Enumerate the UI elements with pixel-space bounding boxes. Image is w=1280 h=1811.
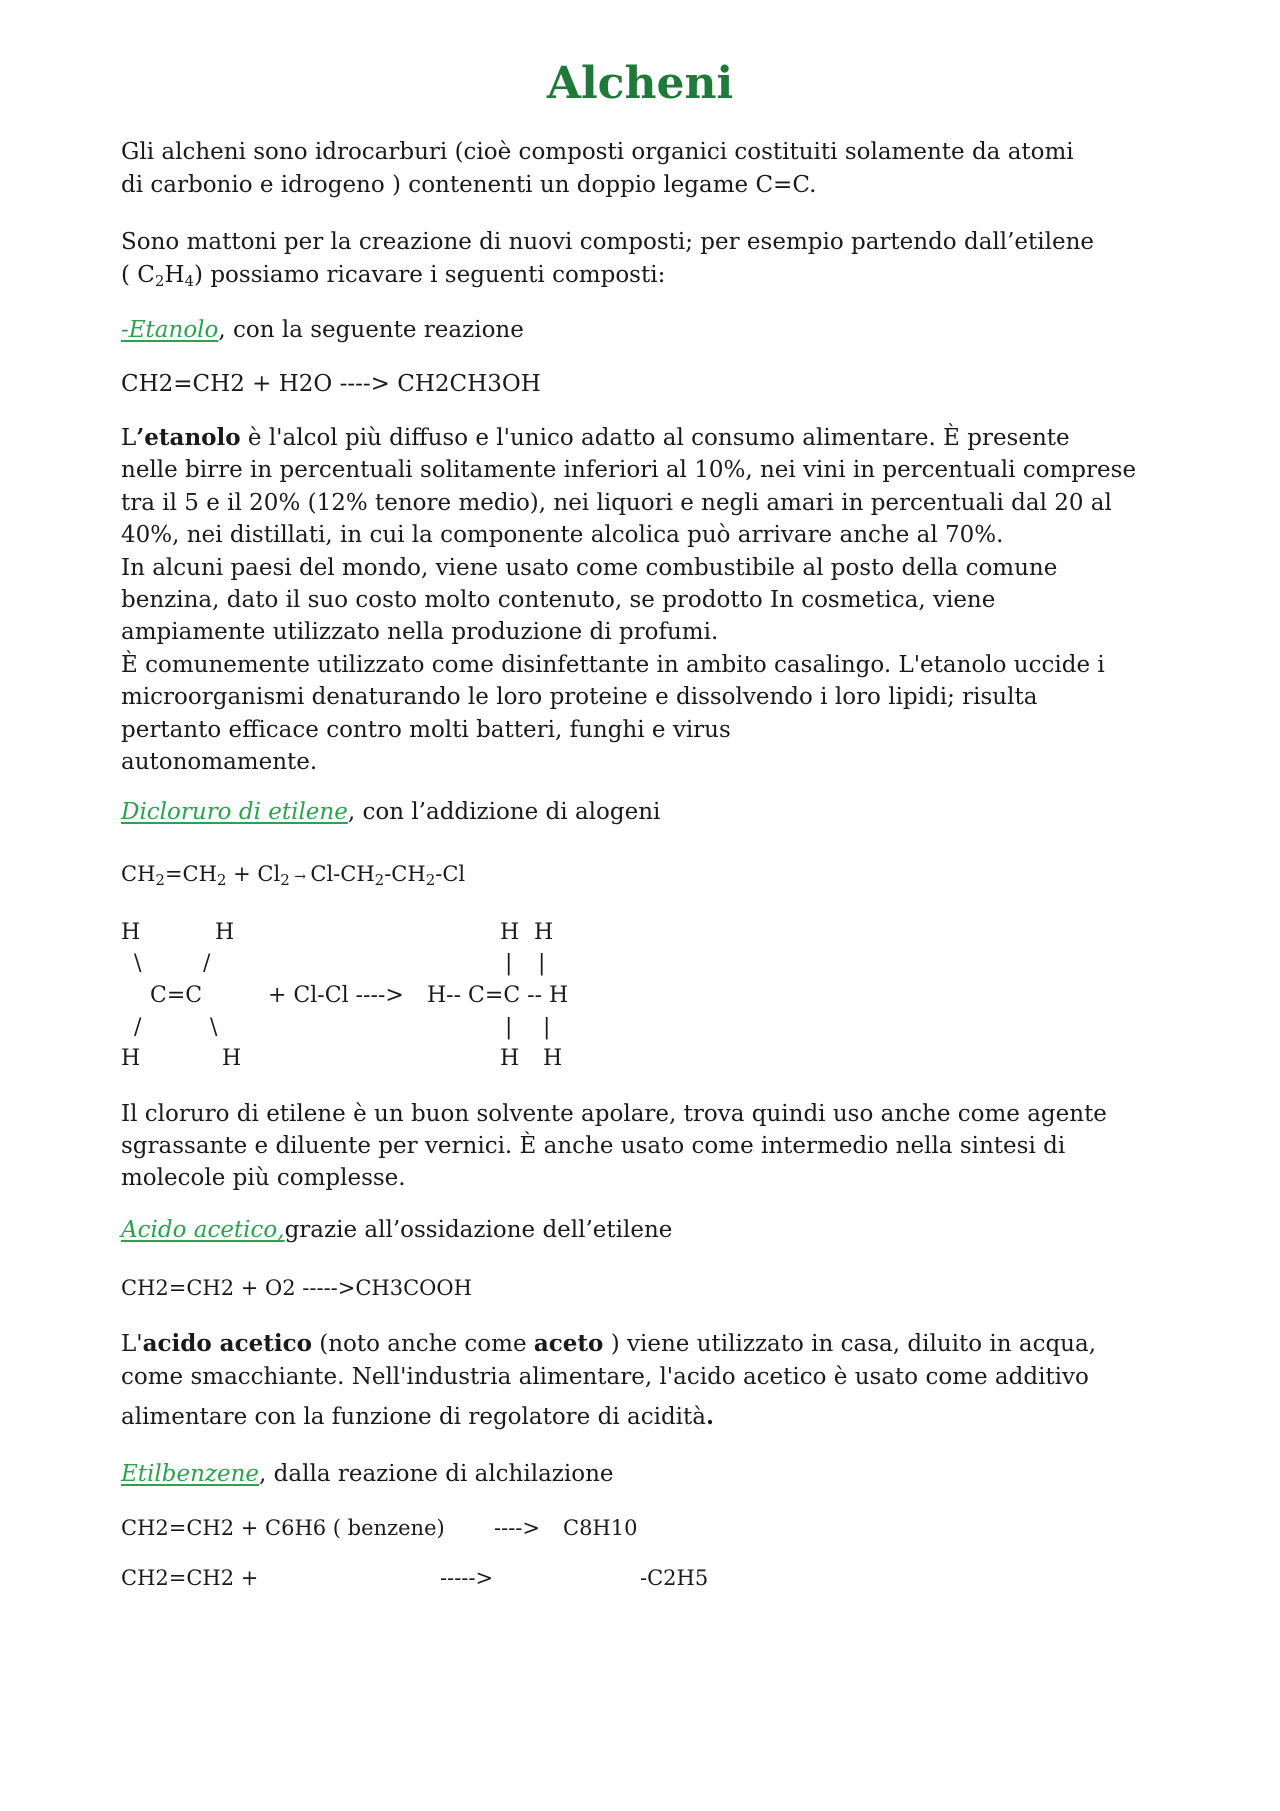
bond-backslash: \	[210, 1015, 218, 1040]
arrow: →	[289, 869, 311, 885]
reaction-arrow: ---->	[494, 1516, 540, 1540]
atom-h: H	[121, 1046, 141, 1071]
acido-reaction: CH2=CH2 + O2 ----->CH3COOH	[121, 1276, 472, 1300]
formula-part: ( C	[121, 262, 155, 288]
acido-line-3	[121, 1401, 1181, 1434]
bond-vertical: |	[505, 951, 513, 976]
dicloruro-line: Il cloruro di etilene è un buon solvente apolare, trova quindi uso anche come agente	[121, 1101, 1107, 1127]
etanolo-line: ampiamente utilizzato nella produzione di profumi.	[121, 619, 719, 646]
acido-period: .	[705, 1403, 714, 1430]
etanolo-line: È comunemente utilizzato come disinfettante in ambito casalingo. L'etanolo uccide i	[121, 651, 1105, 678]
etilbenzene-product: C8H10	[563, 1516, 638, 1540]
etilbenzene-link[interactable]: Etilbenzene	[121, 1461, 260, 1487]
dicloruro-line: sgrassante e diluente per vernici. È anche usato come intermedio nella sintesi di	[121, 1133, 1066, 1159]
acido-link[interactable]: Acido acetico,	[121, 1217, 285, 1243]
formula-part: Cl-CH	[310, 862, 375, 886]
etilbenzene-heading-text: , dalla reazione di alchilazione	[259, 1461, 614, 1487]
etilbenzene-reactants: CH2=CH2 + C6H6 ( benzene)	[121, 1516, 445, 1540]
etanolo-reaction: CH2=CH2 + H2O ----> CH2CH3OH	[121, 371, 541, 397]
formula-part: + Cl	[226, 862, 281, 886]
formula-part: -Cl	[435, 862, 466, 886]
atom-h: H	[215, 920, 235, 945]
formula-subscript: 2	[154, 272, 165, 290]
dicloruro-line: molecole più complesse.	[121, 1165, 406, 1191]
etilbenzene-heading	[121, 1458, 1181, 1491]
intro-paragraph	[121, 136, 1181, 202]
acido-text: (noto anche come	[311, 1331, 534, 1357]
formula-subscript: 4	[184, 272, 195, 290]
formula-part: CH	[121, 862, 156, 886]
atom-h: H	[534, 920, 554, 945]
building-blocks-paragraph	[121, 226, 1181, 292]
etanolo-line: autonomamente.	[121, 749, 318, 776]
formula-part: -CH	[384, 862, 426, 886]
atom-h: H	[500, 1046, 520, 1071]
bond-slash: /	[134, 1015, 142, 1040]
etanolo-line-1	[121, 422, 1181, 454]
dicloruro-link[interactable]: Dicloruro di etilene	[121, 799, 348, 825]
formula-part: =CH	[164, 862, 217, 886]
etanolo-text: è l'alcol più diffuso e l'unico adatto al consumo alimentare. È presente	[240, 425, 1070, 451]
etanolo-line: pertanto efficace contro molti batteri, funghi e virus	[121, 716, 731, 743]
etanolo-line: benzina, dato il suo costo molto contenuto, se prodotto In cosmetica, viene	[121, 587, 996, 614]
building-blocks-line-2	[121, 259, 1181, 292]
formula-subscript: 2	[374, 871, 385, 889]
acido-heading-text: grazie all’ossidazione dell’etilene	[284, 1217, 673, 1243]
formula-text: ) possiamo ricavare i seguenti composti:	[194, 262, 666, 288]
etanolo-line: nelle birre in percentuali solitamente inferiori al 10%, nei vini in percentuali comprese	[121, 457, 1137, 484]
etanolo-heading-text: , con la seguente reazione	[218, 317, 524, 343]
double-bond-cc: C=C	[150, 983, 203, 1008]
etanolo-bold: ’etanolo	[136, 424, 241, 451]
acido-heading	[121, 1214, 1181, 1247]
dicloruro-reaction	[121, 858, 1181, 894]
acido-paragraph	[121, 1328, 1181, 1434]
bond-backslash: \	[134, 951, 142, 976]
etanolo-paragraph	[121, 422, 1181, 778]
etanolo-line: 40%, nei distillati, in cui la componente alcolica può arrivare anche al 70%.	[121, 522, 1004, 549]
reagent-cl2-arrow: + Cl-Cl ---->	[268, 983, 404, 1008]
formula-subscript: 2	[425, 871, 436, 889]
etanolo-line: In alcuni paesi del mondo, viene usato come combustibile al posto della comune	[121, 554, 1058, 581]
building-blocks-line-1: Sono mattoni per la creazione di nuovi composti; per esempio partendo dall’etilene	[121, 229, 1095, 255]
etanolo-line: tra il 5 e il 20% (12% tenore medio), nei liquori e negli amari in percentuali dal 20 al	[121, 489, 1112, 516]
etanolo-heading	[121, 314, 1181, 347]
etilbenzene-reactants-2: CH2=CH2 +	[121, 1566, 259, 1590]
atom-h: H	[121, 920, 141, 945]
dicloruro-heading-text: , con l’addizione di alogeni	[347, 799, 661, 825]
bond-vertical: |	[543, 1015, 551, 1040]
reaction-arrow: ----->	[440, 1566, 494, 1590]
acido-bold: acido acetico	[142, 1330, 312, 1357]
formula-subscript: 2	[216, 871, 227, 889]
acido-line-1	[121, 1328, 1181, 1361]
etanolo-line: microorganismi denaturando le loro proteine e dissolvendo i loro lipidi; risulta	[121, 684, 1038, 711]
atom-h: H	[500, 920, 520, 945]
intro-line-2: di carbonio e idrogeno ) contenenti un doppio legame C=C.	[121, 172, 817, 198]
intro-line-1: Gli alcheni sono idrocarburi (cioè composti organici costituiti solamente da atomi	[121, 139, 1074, 165]
etilbenzene-product-2: -C2H5	[640, 1566, 709, 1590]
etanolo-text: L	[121, 425, 137, 451]
page-title: Alcheni	[546, 58, 734, 109]
dicloruro-heading	[121, 796, 1181, 829]
bond-slash: /	[203, 951, 211, 976]
bond-vertical: |	[538, 951, 546, 976]
acido-text: ) viene utilizzato in casa, diluito in acqua,	[603, 1331, 1097, 1357]
etanolo-link[interactable]: -Etanolo	[121, 317, 219, 343]
acido-text: alimentare con la funzione di regolatore di acidità	[121, 1404, 706, 1430]
acido-line-2: come smacchiante. Nell'industria alimentare, l'acido acetico è usato come additivo	[121, 1363, 1089, 1390]
formula-subscript: 2	[280, 871, 290, 889]
dicloruro-paragraph	[121, 1098, 1181, 1194]
product-chain: H-- C=C -- H	[427, 983, 569, 1008]
acido-text: L'	[121, 1331, 143, 1357]
aceto-bold: aceto	[533, 1330, 604, 1357]
bond-vertical: |	[505, 1015, 513, 1040]
formula-part: H	[164, 262, 185, 288]
atom-h: H	[222, 1046, 242, 1071]
formula-subscript: 2	[155, 871, 165, 889]
atom-h: H	[543, 1046, 563, 1071]
